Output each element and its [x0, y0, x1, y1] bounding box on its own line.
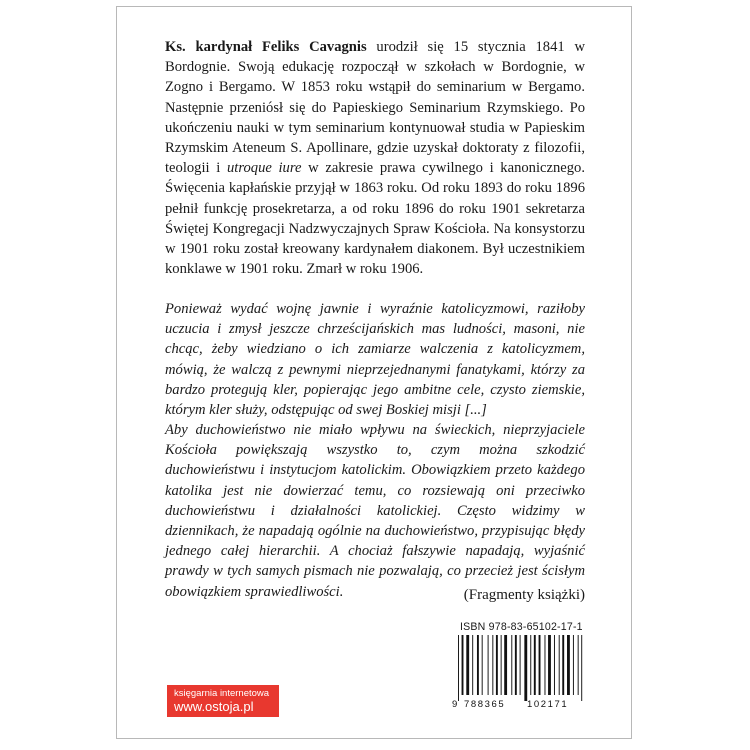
barcode-bar — [488, 635, 489, 695]
barcode-bar — [562, 635, 564, 695]
barcode-bars — [458, 635, 582, 701]
excerpt-caption: (Fragmenty książki) — [463, 587, 585, 603]
bookstore-badge — [167, 685, 279, 717]
barcode-bar — [520, 635, 521, 695]
isbn-label: ISBN 978-83-65102-17-1 — [460, 621, 583, 633]
book-excerpt-1: Ponieważ wydać wojnę jawnie i wyraźnie katolicyzmowi, raziłoby uczucia i zmysł jeszcze chrześcijańskich mas ludności, masoni, nie chcąc, żeby wiedziano o ich zamiarze walczenia z katolicyzmem, mówią, że walczą z pewnymi nieprzejednanymi fanatykami, którzy za bardzo protegują kler, popierając jego ambitne cele, czysto ziemskie, którym kler służy, odstępując od swej Boskiej misji [...] — [165, 301, 585, 419]
barcode-bar — [496, 635, 498, 695]
barcode-bar — [567, 635, 570, 695]
biography-text-2: w zakresie prawa cywilnego i kanonicznego. Święcenia kapłańskie przyjął w 1863 roku. Od roku 1893 do roku 1896 pełnił funkcję prosekretarza, a od roku 1896 do roku 1901 sekretarza Świętej Kongregacji Nadzwyczajnych Spraw Kościoła. Na konsystorzu w 1901 roku został kreowany kardynałem diakonem. Był uczestnikiem konklawe w 1901 roku. Zmarł w roku 1906. — [165, 160, 585, 278]
book-excerpt-2: Aby duchowieństwo nie miało wpływu na świeckich, nieprzyjaciele Kościoła powiększają wszystko to, czym można szkodzić duchowieństwu i instytucjom katolickim. Obowiązkiem przeto każdego katolika jest nie dowierzać temu, co rozsiewają oni przeciwko duchowieństwu i działalności katolickiej. Często widzimy w dziennikach, że napadają ogólnie na duchowieństwo, przypisując błędy jednego całej hierarchii. A chociaż fałszywie napadają, wyjaśnić prawdy w tych samych pismach nie pozwalają, co przecież jest ścisłym obowiązkiem sprawiedliwości. — [165, 422, 585, 600]
barcode-bar — [466, 635, 469, 695]
barcode-bar — [559, 635, 560, 695]
barcode-bar — [539, 635, 541, 695]
barcode-bar — [573, 635, 574, 695]
barcode-digit-prefix: 9 — [452, 699, 458, 709]
barcode-bar — [534, 635, 536, 695]
barcode-bar — [515, 635, 517, 695]
barcode-digits-right: 102171 — [527, 699, 569, 709]
barcode-bar — [524, 635, 527, 701]
barcode-bar — [504, 635, 507, 695]
barcode-bar — [581, 635, 582, 701]
biography-text-1: urodził się 15 stycznia 1841 w Bordognie. Swoją edukację rozpoczął w szkołach w Bordognie, w Zogno i Bergamo. W 1853 roku wstąpił do seminarium w Bergamo. Następnie przeniósł się do Papieskiego Seminarium Rzymskiego. Po ukończeniu nauki w tym seminarium kontynuował studia w Papieskim Rzymskim Ateneum S. Apollinare, gdzie uzyskał doktoraty z filozofii, teologii i — [165, 39, 585, 177]
book-back-cover — [116, 6, 632, 739]
barcode-bar — [492, 635, 493, 695]
barcode-bar — [554, 635, 555, 695]
barcode-bar — [477, 635, 479, 695]
barcode-bar — [578, 635, 579, 695]
barcode-bar — [530, 635, 531, 695]
barcode-bar — [458, 635, 459, 701]
barcode-bar — [482, 635, 483, 695]
barcode-bar — [545, 635, 546, 695]
bookstore-tagline: księgarnia internetowa — [174, 688, 270, 699]
bookstore-url: www.ostoja.pl — [174, 699, 254, 714]
barcode-digits-left: 788365 — [464, 699, 506, 709]
isbn-barcode — [452, 635, 592, 709]
author-name: Ks. kardynał Feliks Cavagnis — [165, 39, 367, 55]
barcode-bar — [472, 635, 473, 695]
barcode-bar — [462, 635, 464, 695]
barcode-bar — [511, 635, 512, 695]
biography-latin-term: utroque iure — [226, 160, 302, 177]
author-biography — [165, 37, 585, 279]
barcode-bar — [548, 635, 551, 695]
barcode-bar — [501, 635, 502, 695]
